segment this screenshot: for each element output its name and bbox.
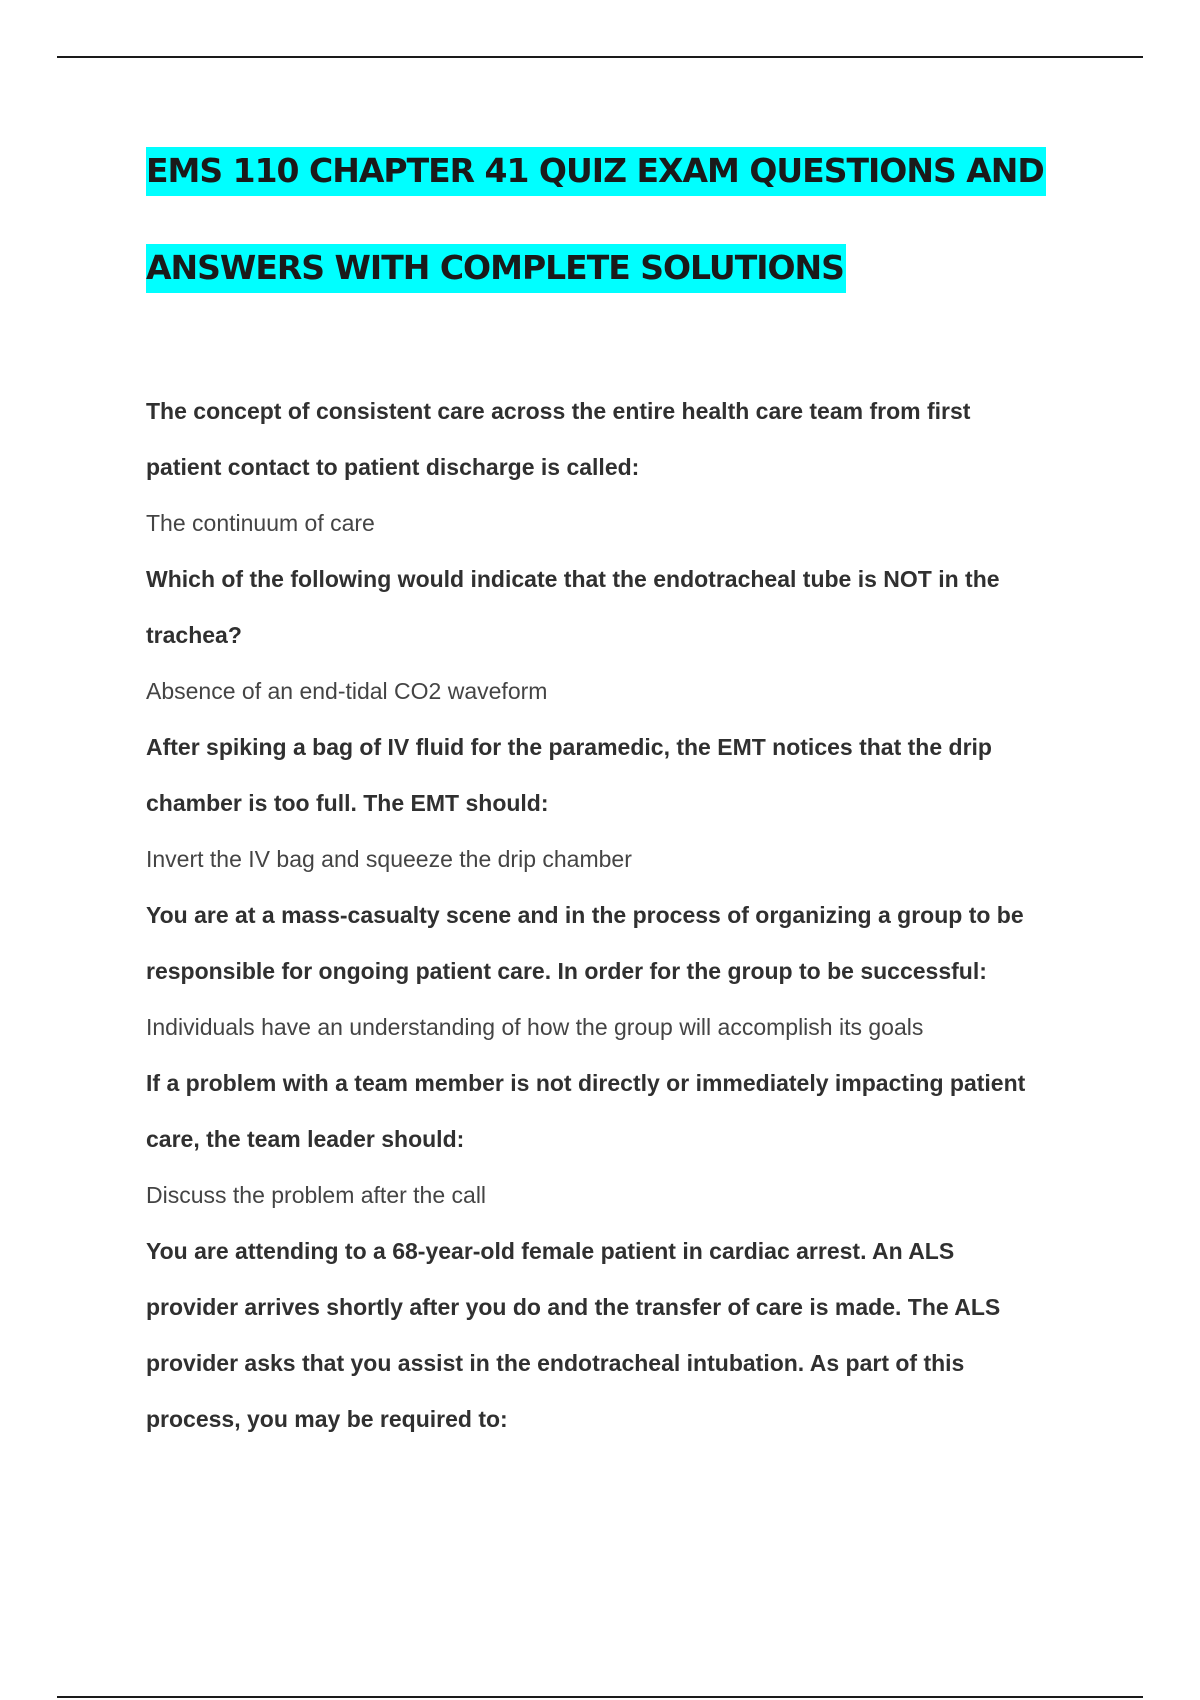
question-6 [146,1223,1086,1447]
question-1 [146,383,1086,495]
question-line: responsible for ongoing patient care. In order for the group to be successful: [146,958,987,984]
question-line: care, the team leader should: [146,1126,465,1152]
question-line: patient contact to patient discharge is called: [146,454,640,480]
answer-2: Absence of an end-tidal CO2 waveform [146,678,548,704]
question-line: The concept of consistent care across the entire health care team from first [146,398,971,424]
question-3 [146,719,1086,831]
question-line: trachea? [146,622,242,648]
question-line: provider arrives shortly after you do and the transfer of care is made. The ALS [146,1294,1001,1320]
question-line: chamber is too full. The EMT should: [146,790,549,816]
question-line: process, you may be required to: [146,1406,508,1432]
qa-list [146,383,1086,1447]
title-line-2: ANSWERS WITH COMPLETE SOLUTIONS [146,244,846,293]
question-line: If a problem with a team member is not directly or immediately impacting patient [146,1070,1026,1096]
answer-4: Individuals have an understanding of how the group will accomplish its goals [146,1014,924,1040]
question-line: After spiking a bag of IV fluid for the paramedic, the EMT notices that the drip [146,734,992,760]
document-title [146,146,1106,340]
answer-5: Discuss the problem after the call [146,1182,487,1208]
question-line: You are attending to a 68-year-old female patient in cardiac arrest. An ALS [146,1238,955,1264]
top-rule [57,56,1143,58]
title-line-1: EMS 110 CHAPTER 41 QUIZ EXAM QUESTIONS AND [146,147,1046,196]
question-4 [146,887,1086,999]
question-line: You are at a mass-casualty scene and in the process of organizing a group to be [146,902,1024,928]
answer-3: Invert the IV bag and squeeze the drip chamber [146,846,632,872]
question-line: Which of the following would indicate that the endotracheal tube is NOT in the [146,566,1000,592]
question-line: provider asks that you assist in the endotracheal intubation. As part of this [146,1350,965,1376]
bottom-rule [57,1696,1143,1698]
answer-1: The continuum of care [146,510,375,536]
question-5 [146,1055,1086,1167]
question-2 [146,551,1086,663]
